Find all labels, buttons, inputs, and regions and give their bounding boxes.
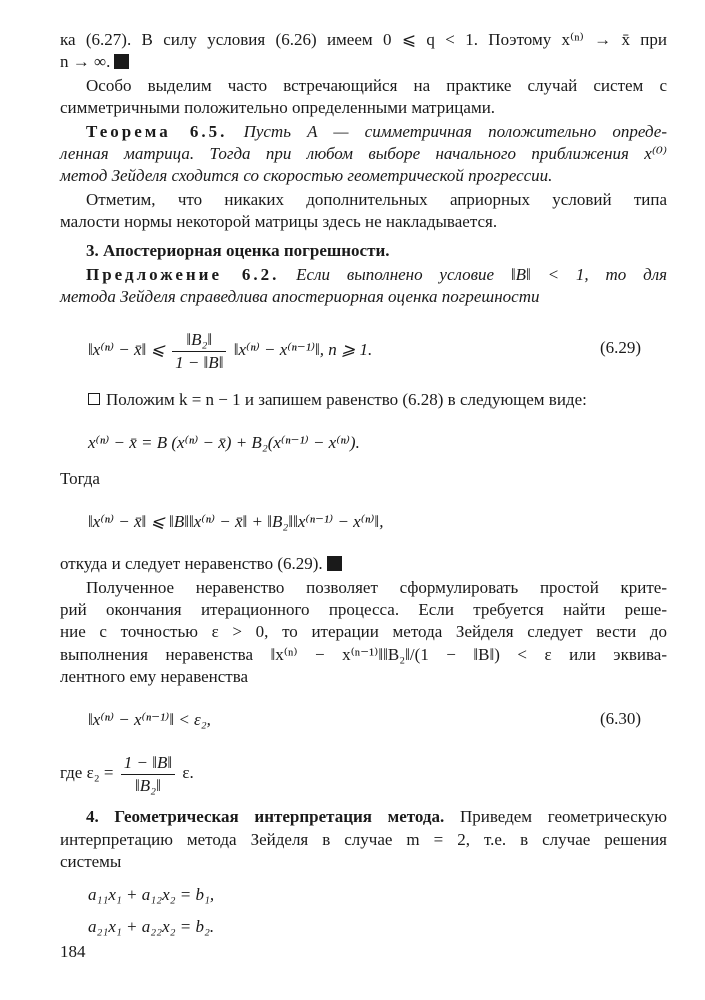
equation-number: (6.30) [600, 709, 642, 728]
text-line: n → ∞. [60, 51, 129, 73]
equation-6-29: ‖x⁽ⁿ⁾ − x̄‖ ⩽ $\frac{\text{‖B₂‖}}{1 - ‖B‖}$ ‖x⁽ⁿ⁾ − x⁽ⁿ⁻¹⁾‖, n ⩾ 1. [88, 329, 373, 372]
text-line: Отметим, что никаких дополнительных априорных условий типа [86, 190, 667, 209]
text-line: Тогда [60, 469, 100, 488]
equation-number: (6.29) [600, 338, 642, 357]
system-equation: a₂₁x₁ + a₂₂x₂ = b₂. [88, 917, 215, 936]
section-title: 3. Апостериорная оценка погрешности. [86, 241, 390, 260]
equation-6-30: ‖x⁽ⁿ⁾ − x⁽ⁿ⁻¹⁾‖ < ε₂, [88, 710, 211, 729]
definition-line: где ε₂ = $\frac{1 - ‖B‖}{\text{‖B₂‖}}$ ε. [60, 752, 194, 795]
text-line: откуда и следует неравенство (6.29). [60, 553, 342, 575]
fraction: $\frac{\text{‖B₂‖}}{1 - ‖B‖}$ [172, 329, 226, 374]
text-line: симметричными положительно определенными матрицами. [60, 98, 496, 117]
text-line: лентного ему неравенства [60, 667, 249, 686]
section-title: 4. Геометрическая интерпретация метода. [86, 807, 445, 826]
text-line: системы [60, 852, 122, 871]
proof-line: Положим k = n − 1 и запишем равенство (6.28) в следующем виде: [88, 389, 587, 411]
proposition-text: метода Зейделя справедлива апостериорная оценка погрешности [60, 287, 540, 306]
proof-start-mark [88, 393, 100, 405]
qed-mark [327, 556, 342, 571]
text-line: Полученное неравенство позволяет сформулировать простой крите- [86, 578, 667, 597]
text-line: выполнения неравенства ‖x⁽ⁿ⁾ − x⁽ⁿ⁻¹⁾‖‖B₂‖/(1 − ‖B‖) < ε или эквива- [60, 645, 667, 664]
text-line: малости нормы некоторой матрицы здесь не накладывается. [60, 212, 498, 231]
text-line: интерпретацию метода Зейделя в случае m = 2, т.е. в случае решения [60, 830, 667, 849]
section-heading-line: 4. Геометрическая интерпретация метода. Приведем геометрическую [86, 807, 667, 826]
theorem-text: ленная матрица. Тогда при любом выборе начального приближения x⁽⁰⁾ [60, 144, 667, 163]
theorem-text: метод Зейделя сходится со скоростью геометрической прогрессии. [60, 166, 553, 185]
text-line: ние с точностью ε > 0, то итерации метода Зейделя следует вести до [60, 622, 667, 641]
system-equation: a₁₁x₁ + a₁₂x₂ = b₁, [88, 885, 215, 904]
theorem-heading: Теорема 6.5. Пусть A — симметричная положительно опреде- [86, 122, 667, 141]
equation: ‖x⁽ⁿ⁾ − x̄‖ ⩽ ‖B‖‖x⁽ⁿ⁾ − x̄‖ + ‖B₂‖‖x⁽ⁿ⁻¹⁾ − x⁽ⁿ⁾‖, [88, 512, 384, 531]
page-number: 184 [60, 942, 86, 961]
fraction: $\frac{1 - ‖B‖}{\text{‖B₂‖}}$ [121, 752, 175, 797]
equation: x⁽ⁿ⁾ − x̄ = B (x⁽ⁿ⁾ − x̄) + B₂(x⁽ⁿ⁻¹⁾ − x⁽ⁿ⁾). [88, 433, 360, 452]
text-line: ка (6.27). В силу условия (6.26) имеем 0 ⩽ q < 1. Поэтому x⁽ⁿ⁾ → x̄ при [60, 30, 667, 49]
text-line: рий окончания итерационного процесса. Если требуется найти реше- [60, 600, 667, 619]
qed-mark [114, 54, 129, 69]
text-line: Особо выделим часто встречающийся на практике случай систем с [86, 76, 667, 95]
proposition-heading: Предложение 6.2. Если выполнено условие ‖B‖ < 1, то для [86, 265, 668, 284]
